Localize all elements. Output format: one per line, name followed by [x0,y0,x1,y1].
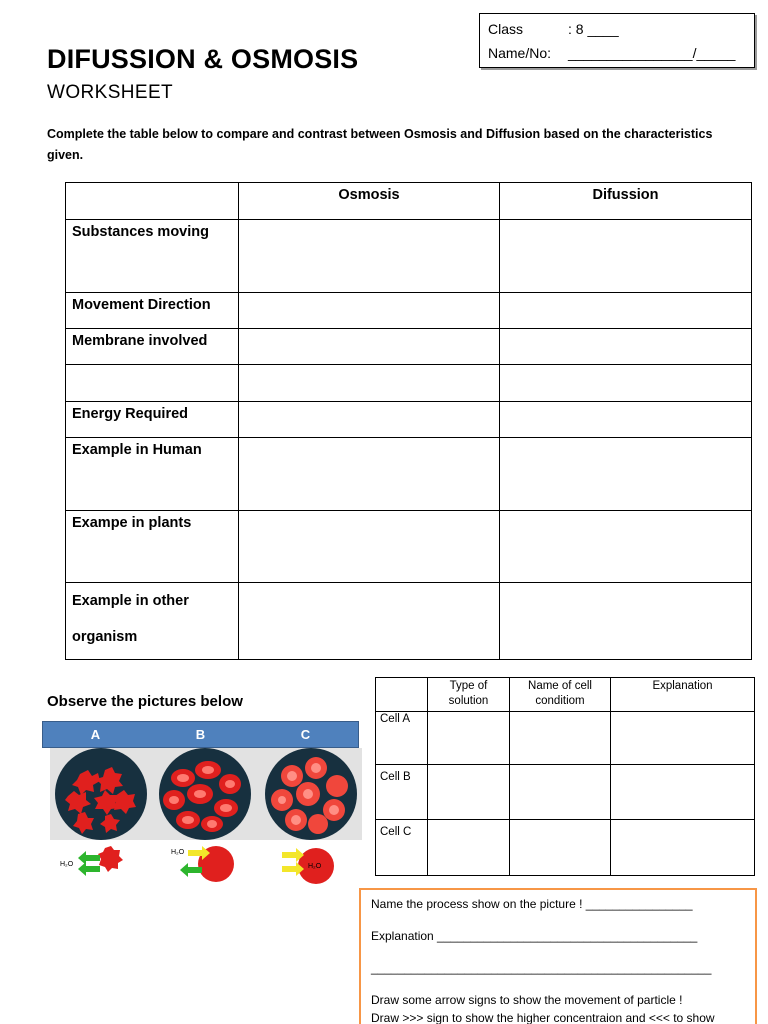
table-header-row [376,678,755,712]
osmosis-answer-cell[interactable] [239,293,500,329]
row-label: Cell C [376,820,428,876]
osmosis-answer-cell[interactable] [239,402,500,438]
explanation-answer-cell[interactable] [611,712,755,765]
table-row [66,583,752,660]
dish-c-swollen-cells [265,748,357,840]
table-row [66,438,752,511]
column-header-osmosis: Osmosis [239,183,500,220]
condition-answer-cell[interactable] [510,765,611,820]
explanation-answer-cell[interactable] [611,820,755,876]
question-draw-arrows: Draw some arrow signs to show the movement of particle ! [371,993,683,1007]
table-row [376,712,755,765]
water-movement-diagram [60,842,350,890]
column-header-explanation: Explanation [611,678,755,712]
explanation-answer-cell[interactable] [611,765,755,820]
worksheet-title: DIFUSSION & OSMOSIS [47,44,359,74]
name-row [488,41,746,65]
question-box [359,888,757,1024]
picture-label-bar [42,721,359,748]
water-label-c: H₂O [308,863,322,870]
table-row [66,511,752,583]
row-label: Example in Human [66,438,239,511]
row-label: Exampe in plants [66,511,239,583]
row-label: Example in other organism [66,583,239,660]
picture-label-a: A [90,727,101,742]
table-row [376,765,755,820]
dish-a-crenated-cells [55,748,147,840]
picture-label-b: B [195,727,206,742]
diffusion-answer-cell[interactable] [500,511,752,583]
diffusion-answer-cell[interactable] [500,438,752,511]
corner-cell [376,678,428,712]
column-header-diffusion: Difussion [500,183,752,220]
condition-answer-cell[interactable] [510,712,611,765]
water-label-b: H₂O [171,849,185,856]
row-label: Substances moving [66,220,239,293]
osmosis-answer-cell[interactable] [239,511,500,583]
table-row [66,220,752,293]
question-process-name[interactable]: Name the process show on the picture ! ________________ [371,897,693,911]
instructions: Complete the table below to compare and contrast between Osmosis and Diffusion based on the characteristics given. [47,127,713,162]
question-draw-concentration: Draw >>> sign to show the higher concentraion and <<< to show [371,1011,715,1024]
observe-heading: Observe the pictures below [47,693,243,710]
condition-answer-cell[interactable] [510,820,611,876]
diffusion-answer-cell[interactable] [500,402,752,438]
student-info-box [479,13,755,68]
osmosis-answer-cell[interactable] [239,329,500,365]
row-label: Energy Required [66,402,239,438]
row-label: Cell A [376,712,428,765]
water-label-a: H₂O [60,861,74,868]
row-label: Movement Direction [66,293,239,329]
blood-cells-illustration [50,748,362,840]
solution-answer-cell[interactable] [428,765,510,820]
table-row [376,820,755,876]
cell-a-water-out [60,846,123,876]
table-header-row [66,183,752,220]
diffusion-answer-cell[interactable] [500,329,752,365]
osmosis-answer-cell[interactable] [239,365,500,402]
name-field[interactable]: ________________/_____ [568,45,736,61]
corner-cell [66,183,239,220]
osmosis-answer-cell[interactable] [239,438,500,511]
cell-c-water-in [282,848,334,884]
table-row [66,365,752,402]
diffusion-answer-cell[interactable] [500,583,752,660]
solution-answer-cell[interactable] [428,820,510,876]
question-explanation[interactable]: Explanation _______________________________________ [371,929,698,943]
class-row [488,17,746,41]
table-row [66,293,752,329]
diffusion-answer-cell[interactable] [500,220,752,293]
question-explanation-line[interactable]: ___________________________________________________ [371,961,712,975]
row-label: Membrane involved [66,329,239,365]
cell-observation-table [375,677,755,876]
worksheet-subtitle: WORKSHEET [47,82,174,103]
table-row [66,402,752,438]
cell-b-water-balanced [171,846,234,882]
osmosis-answer-cell[interactable] [239,220,500,293]
name-label: Name/No: [488,45,552,61]
column-header-condition: Name of cell conditiom [510,678,611,712]
comparison-table [65,182,752,660]
row-label: Cell B [376,765,428,820]
diffusion-answer-cell[interactable] [500,365,752,402]
row-label[interactable] [66,365,239,402]
solution-answer-cell[interactable] [428,712,510,765]
blood-cells-panel [50,748,362,840]
picture-label-c: C [300,727,311,742]
column-header-solution: Type of solution [428,678,510,712]
osmosis-answer-cell[interactable] [239,583,500,660]
class-label: Class [488,21,524,37]
dish-b-normal-cells [159,748,251,840]
class-value[interactable]: : 8 ____ [568,21,619,37]
diffusion-answer-cell[interactable] [500,293,752,329]
table-row [66,329,752,365]
